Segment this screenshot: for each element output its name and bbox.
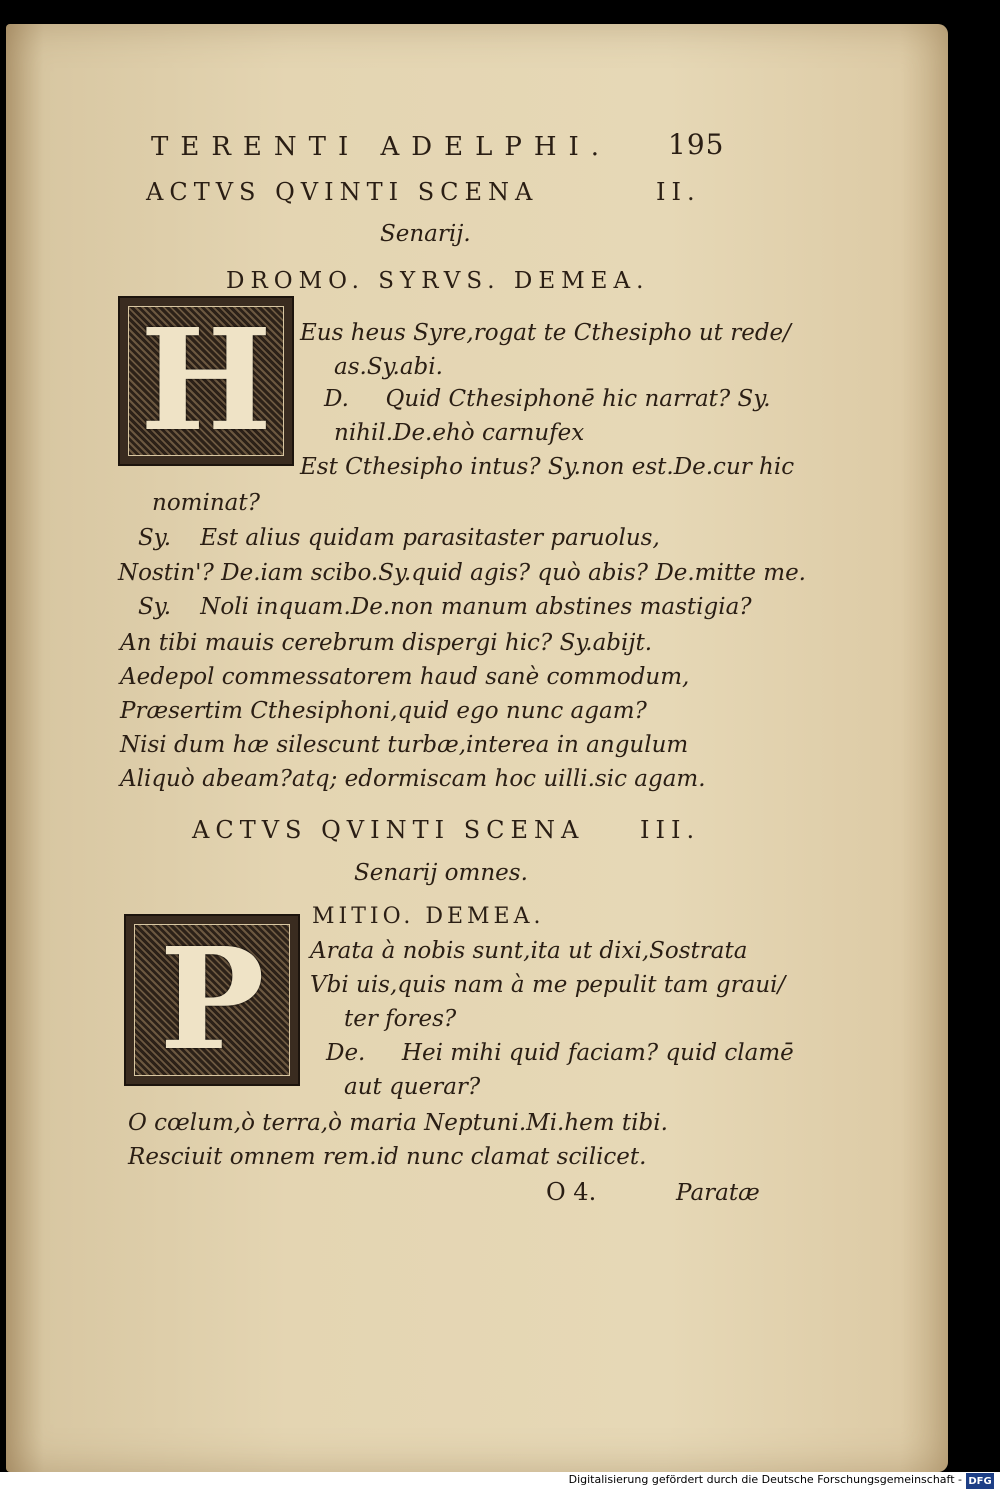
signature-mark: O 4. bbox=[546, 1178, 597, 1206]
footer-credit: Digitalisierung gefördert durch die Deutsche Forschungsgemeinschaft - bbox=[568, 1473, 962, 1486]
verse-line: Eus heus Syre,rogat te Cthesipho ut rede/ bbox=[300, 320, 791, 346]
verse-line: Præsertim Cthesiphoni,quid ego nunc agam? bbox=[120, 698, 647, 724]
verse-line: Resciuit omnem rem.id nunc clamat scilicet. bbox=[128, 1144, 647, 1170]
scene-2-number: II. bbox=[656, 178, 701, 206]
digitization-footer bbox=[0, 1472, 1000, 1491]
verse-line: aut querar? bbox=[344, 1074, 481, 1100]
scene-3-meter: Senarij omnes. bbox=[354, 860, 528, 886]
initial-letter: H bbox=[139, 299, 273, 463]
verse-line: Sy. Est alius quidam parasitaster paruolus, bbox=[138, 525, 660, 551]
catchword: Paratæ bbox=[676, 1180, 760, 1206]
verse-line: De. Hei mihi quid faciam? quid clamē bbox=[326, 1040, 794, 1066]
verse-line: O cœlum,ò terra,ò maria Neptuni.Mi.hem tibi. bbox=[128, 1110, 668, 1136]
page-number: 195 bbox=[668, 128, 725, 161]
running-title: TERENTI ADELPHI. bbox=[151, 132, 612, 162]
verse-line: D. Quid Cthesiphonē hic narrat? Sy. bbox=[324, 386, 771, 412]
verse-line: Est Cthesipho intus? Sy.non est.De.cur hic bbox=[300, 454, 795, 480]
initial-letter: P bbox=[159, 918, 265, 1082]
decorated-initial-p bbox=[124, 914, 300, 1086]
scene-3-title: ACTVS QVINTI SCENA bbox=[192, 816, 585, 844]
verse-line: Aliquò abeam?atq; edormiscam hoc uilli.sic agam. bbox=[120, 766, 706, 792]
verse-line: ter fores? bbox=[344, 1006, 457, 1032]
scene-2-title: ACTVS QVINTI SCENA bbox=[146, 178, 539, 206]
scene-3-number: III. bbox=[640, 816, 701, 844]
verse-line: Nisi dum hæ silescunt turbæ,interea in angulum bbox=[120, 732, 689, 758]
verse-line: nominat? bbox=[152, 490, 260, 516]
verse-line: Arata à nobis sunt,ita ut dixi,Sostrata bbox=[310, 938, 748, 964]
decorated-initial-h bbox=[118, 296, 294, 466]
verse-line: nihil.De.ehò carnufex bbox=[334, 420, 585, 446]
verse-line: as.Sy.abi. bbox=[334, 354, 443, 380]
scene-3-characters: MITIO. DEMEA. bbox=[312, 904, 545, 929]
book-page bbox=[6, 24, 948, 1472]
verse-line: Aedepol commessatorem haud sanè commodum, bbox=[120, 664, 690, 690]
verse-line: Vbi uis,quis nam à me pepulit tam graui/ bbox=[310, 972, 786, 998]
dfg-logo: DFG bbox=[966, 1473, 994, 1489]
scene-2-meter: Senarij. bbox=[380, 221, 471, 247]
verse-line: An tibi mauis cerebrum dispergi hic? Sy.abijt. bbox=[120, 630, 653, 656]
verse-line: Sy. Noli inquam.De.non manum abstines mastigia? bbox=[138, 594, 752, 620]
scene-2-characters: DROMO. SYRVS. DEMEA. bbox=[226, 268, 650, 294]
verse-line: Nostin'? De.iam scibo.Sy.quid agis? quò abis? De.mitte me. bbox=[118, 560, 806, 586]
